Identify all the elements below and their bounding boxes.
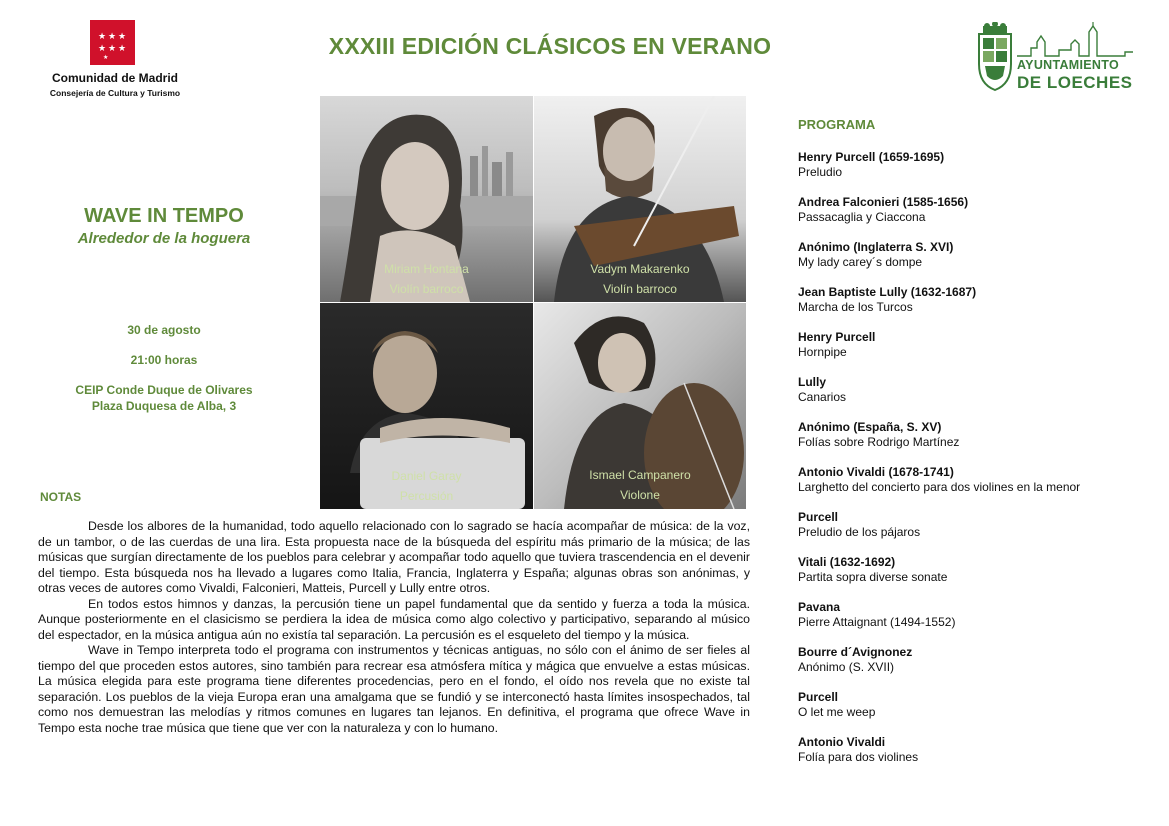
programa-composer: Andrea Falconieri (1585-1656) (798, 195, 969, 209)
programa-composer: Purcell (798, 510, 839, 524)
programa-item (798, 240, 1158, 285)
programa-composer: Henry Purcell (1659-1695) (798, 150, 945, 164)
musician-4-name: Ismael Campanero (589, 468, 691, 482)
photo-musician-3 (320, 303, 533, 509)
programa-item (798, 645, 1158, 690)
programa-item (798, 195, 1158, 240)
page-title: XXXIII EDICIÓN CLÁSICOS EN VERANO (328, 33, 772, 59)
programa-composer: Purcell (798, 690, 839, 704)
programa-composer: Vitali (1632-1692) (798, 555, 896, 569)
programa-composer: Jean Baptiste Lully (1632-1687) (798, 285, 977, 299)
notes-heading: NOTAS (40, 490, 82, 504)
programa-work: Folía para dos violines (798, 750, 919, 764)
photo-musician-1 (320, 96, 533, 302)
programa-composer: Antonio Vivaldi (1678-1741) (798, 465, 954, 479)
programa-work: Passacaglia y Ciaccona (798, 210, 926, 224)
musician-3-instrument: Percusión (399, 489, 454, 503)
programa-composer: Bourre d´Avignonez (798, 645, 913, 659)
concert-subtitle: Alrededor de la hoguera (77, 230, 251, 247)
programa-item (798, 420, 1158, 465)
group-name: WAVE IN TEMPO (84, 205, 244, 227)
programa-work: Pierre Attaignant (1494-1552) (798, 615, 956, 629)
notes-body (38, 519, 750, 736)
musician-4-instrument: Violone (620, 488, 660, 502)
programa-item (798, 510, 1158, 555)
programa-work: Larghetto del concierto para dos violines en la menor (798, 480, 1081, 494)
programa-work: O let me weep (798, 705, 876, 719)
programa-work: Partita sopra diverse sonate (798, 570, 948, 584)
notes-paragraph-1: Desde los albores de la humanidad, todo aquello relacionado con lo sagrado se hacía acompañar de música: de la voz, de un tambor, o de las cuerdas de una lira. Esta propuesta nace de la búsqueda del espíritu más primario de la música; de las músicas que surgían directamente de los pueblos para celebrar y acompañar todo aquello que tuviera trascendencia en el devenir del tiempo. Esta búsqueda nos ha llevado a lugares como Italia, Francia, Inglaterra y España; algunas obras son anónimas, y otras veces de autores como Vivaldi, Falconieri, Matteis, Purcell y Lully entre otros. (38, 519, 750, 595)
programa-heading: PROGRAMA (798, 117, 876, 132)
loeches-logo-line1: AYUNTAMIENTO (1017, 58, 1119, 72)
programa-work: Hornpipe (798, 345, 847, 359)
programa-item (798, 375, 1158, 420)
event-time: 21:00 horas (130, 353, 198, 367)
programa-work: My lady carey´s dompe (798, 255, 923, 269)
programa-item (798, 150, 1158, 195)
programa-item (798, 330, 1158, 375)
musician-2-name: Vadym Makarenko (590, 262, 690, 276)
musician-1-instrument: Violín barroco (389, 282, 464, 296)
photo-musician-4 (534, 303, 746, 509)
event-venue: CEIP Conde Duque de Olivares (75, 383, 253, 397)
programa-composer: Lully (798, 375, 827, 389)
programa-item (798, 465, 1158, 510)
programa-item (798, 285, 1158, 330)
programa-work: Anónimo (S. XVII) (798, 660, 895, 674)
programa-composer: Henry Purcell (798, 330, 876, 344)
notes-paragraph-3: Wave in Tempo interpreta todo el programa con instrumentos y técnicas antiguas, no sólo con el ánimo de ser fieles al tiempo del que proceden estos autores, sino también para recrear esa atmósfera mítica y mágica que envuelve a estas músicas. La música elegida para este programa tiene diferentes procedencias, pero en el fondo, el oído nos revela que no existe tal separación. Los pueblos de la vieja Europa eran una amalgama que se fundió y se interconectó hasta límites insospechados, tal como nos demuestran las melodías y ritmos comunes en lugares tan lejanos. En definitiva, el programa que ofrece Wave in Tempo esta noche trae música que tiene que ver con la naturaleza y con lo humano. (38, 643, 750, 735)
notes-paragraph-2: En todos estos himnos y danzas, la percusión tiene un papel fundamental que da sentido y fuerza a toda la música. Aunque posteriormente en el clasicismo se perdiera la idea de música como algo colectivo y participativo, separando al músico del espectador, en la música antigua aún no existía tal separación. La percusión es el esqueleto del tiempo y la música. (38, 596, 750, 642)
loeches-logo-line2: DE LOECHES (1017, 73, 1133, 92)
institution-name: Comunidad de Madrid (52, 71, 178, 85)
programa-item (798, 600, 1158, 645)
photo-musician-2 (534, 96, 746, 302)
programa-composer: Anónimo (Inglaterra S. XVI) (798, 240, 954, 254)
programa-composer: Pavana (798, 600, 841, 614)
musician-2-instrument: Violín barroco (603, 282, 677, 296)
programa-composer: Antonio Vivaldi (798, 735, 886, 749)
programa-item (798, 555, 1158, 600)
event-address: Plaza Duquesa de Alba, 3 (91, 399, 237, 413)
musician-3-name: Daniel Garay (391, 469, 462, 483)
institution-department: Consejería de Cultura y Turismo (49, 88, 181, 98)
programa-composer: Anónimo (España, S. XV) (798, 420, 942, 434)
programa-list (798, 150, 1158, 780)
programa-work: Folías sobre Rodrigo Martínez (798, 435, 960, 449)
programa-item (798, 690, 1158, 735)
musician-1-name: Miriam Hontana (384, 262, 469, 276)
programa-work: Preludio (798, 165, 843, 179)
comunidad-madrid-flag-logo: ★ ★ ★ ★ ★ ★ ★ (90, 20, 135, 65)
programa-work: Canarios (798, 390, 847, 404)
programa-work: Marcha de los Turcos (798, 300, 913, 314)
programa-work: Preludio de los pájaros (798, 525, 921, 539)
event-date: 30 de agosto (127, 323, 201, 337)
programa-item (798, 735, 1158, 780)
